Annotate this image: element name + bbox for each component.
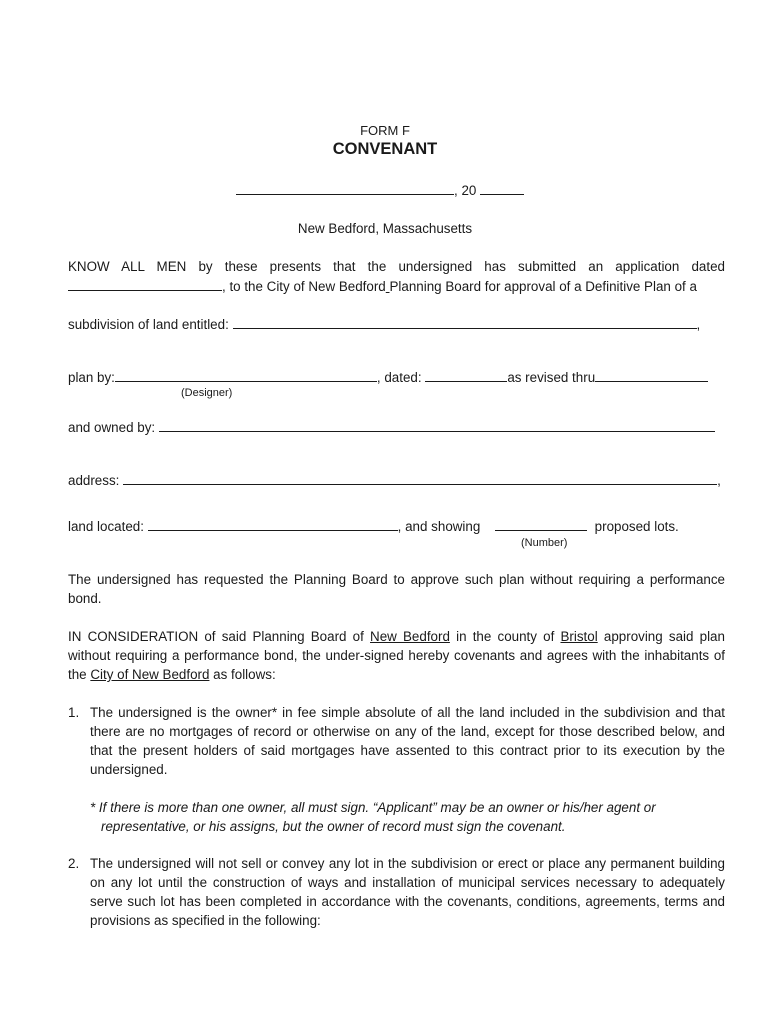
list-item xyxy=(68,703,725,779)
plan-by-label: plan by: xyxy=(68,370,115,385)
footnote-line-1: * If there is more than one owner, all must sign. “Applicant” may be an owner or his/her agent or xyxy=(90,800,656,815)
address-blank[interactable] xyxy=(123,470,717,485)
address-label: address: xyxy=(68,473,120,488)
intro-text-b: Planning Board for approval of a Definitive Plan of a xyxy=(389,279,697,294)
list-item xyxy=(68,854,725,930)
land-located-row xyxy=(68,516,679,536)
revised-label: as revised thru xyxy=(507,370,596,385)
item-number: 1. xyxy=(68,705,80,720)
designer-caption: (Designer) xyxy=(181,387,233,399)
showing-label: , and showing xyxy=(397,519,481,534)
revised-blank[interactable] xyxy=(595,367,708,382)
address-comma: , xyxy=(717,473,721,488)
dated-label: , dated: xyxy=(376,370,422,385)
lot-count-blank[interactable] xyxy=(495,516,587,531)
plan-by-row xyxy=(68,367,708,387)
consideration-text-c: approving said plan without requiring a performance bond, the under-signed hereby covenants and agrees with the inhabitants of the xyxy=(68,629,725,682)
consideration-county: Bristol xyxy=(560,629,598,644)
location-line: New Bedford, Massachusetts xyxy=(297,221,473,236)
consideration-text-b: in the county of xyxy=(456,629,555,644)
year-prefix: , 20 xyxy=(454,183,477,198)
consideration-paragraph xyxy=(68,627,725,684)
intro-text-a: , to the City of New Bedford xyxy=(222,279,386,294)
bond-paragraph: The undersigned has requested the Planning Board to approve such plan without requiring a performance bond. xyxy=(68,572,725,606)
consideration-city: New Bedford xyxy=(370,629,450,644)
intro-line-1: KNOW ALL MEN by these presents that the undersigned has submitted an application dated xyxy=(68,259,725,274)
year-blank[interactable] xyxy=(480,180,524,195)
plan-date-blank[interactable] xyxy=(425,367,507,382)
date-blank[interactable] xyxy=(236,180,454,195)
document-title: CONVENANT xyxy=(332,140,438,158)
item-number: 2. xyxy=(68,856,80,871)
date-line xyxy=(236,180,524,200)
land-located-label: land located: xyxy=(68,519,144,534)
consideration-text-d: as follows: xyxy=(213,667,276,682)
owned-by-row xyxy=(68,417,715,437)
footnote-line-2: representative, or his assigns, but the owner of record must sign the covenant. xyxy=(101,819,566,834)
consideration-text-a: IN CONSIDERATION of said Planning Board of xyxy=(68,629,364,644)
owner-blank[interactable] xyxy=(159,417,715,432)
designer-blank[interactable] xyxy=(115,367,377,382)
intro-line-2 xyxy=(68,276,697,296)
proposed-lots-label: proposed lots. xyxy=(594,519,679,534)
form-label: FORM F xyxy=(360,123,410,138)
item-text: The undersigned is the owner* in fee simple absolute of all the land included in the subdivision and that there are no mortgages of record or otherwise on any of the land, except for those described below, and that the present holders of said mortgages have assented to this contract prior to its execution by the undersigned. xyxy=(90,705,725,777)
land-location-blank[interactable] xyxy=(148,516,398,531)
number-caption: (Number) xyxy=(521,537,568,549)
subdivision-blank[interactable] xyxy=(233,314,697,329)
subdivision-row xyxy=(68,314,700,334)
owned-by-label: and owned by: xyxy=(68,420,156,435)
address-row xyxy=(68,470,721,490)
subdivision-label: subdivision of land entitled: xyxy=(68,317,229,332)
application-date-blank[interactable] xyxy=(68,276,222,291)
consideration-city-of: City of New Bedford xyxy=(90,667,210,682)
item-text: The undersigned will not sell or convey any lot in the subdivision or erect or place any permanent building on any lot until the construction of ways and installation of municipal services necessary to adequately serve such lot has been completed in accordance with the covenants, conditions, agreements, terms and provisions as specified in the following: xyxy=(90,856,725,928)
subdivision-comma: , xyxy=(696,317,701,332)
